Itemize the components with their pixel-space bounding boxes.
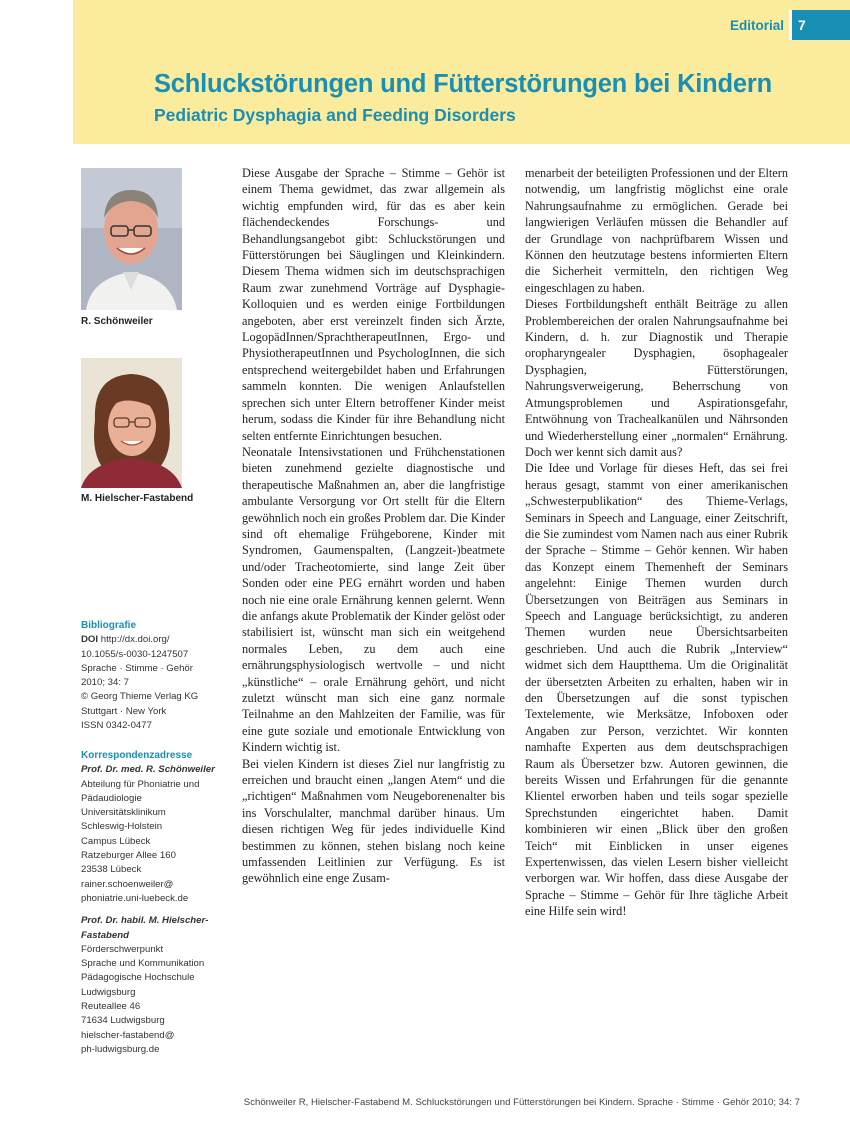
page-number: 7 (792, 10, 850, 40)
correspondence-heading: Korrespondenzadresse (81, 750, 193, 761)
correspondent-name: Prof. Dr. habil. M. Hielscher- (81, 915, 209, 927)
author-caption: M. Hielscher-Fastabend (81, 493, 194, 504)
body-column-1 (242, 165, 505, 887)
correspondence-address (81, 749, 231, 1057)
doi-label: DOI (81, 634, 99, 646)
address-line: Förderschwerpunkt (81, 943, 164, 955)
address-line: Abteilung für Phoniatrie und (81, 778, 200, 790)
bibliography-line: © Georg Thieme Verlag KG (81, 691, 199, 703)
address-line: Pädagogische Hochschule (81, 972, 195, 984)
bibliography-line: ISSN 0342-0477 (81, 720, 152, 732)
author-photo-schoenweiler (81, 168, 182, 310)
footer-citation: Schönweiler R, Hielscher-Fastabend M. Schluckstörungen und Fütterstörungen bei Kindern. Sprache · Stimme · Gehör 2010; 34: 7 (243, 1097, 800, 1108)
header-band (73, 0, 850, 144)
article-subtitle: Pediatric Dysphagia and Feeding Disorders (154, 105, 516, 125)
author-caption: R. Schönweiler (81, 316, 153, 327)
body-paragraph: Neonatale Intensivstationen und Frühchenstationen bieten zunehmend gezielte diagnostische und therapeutische Maßnahmen an, aber die langfristige ambulante Versorgung vor Ort stellt für die Eltern gewöhnlich noch ein großes Problem dar. Die Kinder sind oft ehemalige Frühgeborene, Kinder mit Syndromen, Gaumenspalten, (Langzeit-)beatmete und/oder Tracheotomierte, sind lange Zeit über Sonden oder eine PEG ernährt worden und haben noch nie eine orale Ernährung kennen gelernt. Wenn die anfangs akute Problematik der Kinder gelöst oder stabilisiert ist, wünscht man sich ein weitgehend normales Leben, zu dem auch eine ernährungsphysiologisch wertvolle – und nicht „künstliche“ – orale Ernährung gehört, und nicht zuletzt wünscht man sich eine ganz normale Teilnahme an den Mahlzeiten der Familie, was für eine gute soziale und emotionale Entwicklung von Kindern wichtig ist. (242, 444, 505, 755)
bibliography-line: Sprache · Stimme · Gehör (81, 662, 193, 674)
address-line: 71634 Ludwigsburg (81, 1015, 165, 1027)
correspondent-name: Fastabend (81, 929, 129, 941)
author-photo-hielscher-fastabend (81, 358, 182, 488)
body-paragraph: Diese Ausgabe der Sprache – Stimme – Gehör ist einem Thema gewidmet, das zwar allgemein als wichtig empfunden wird, für das es aber kein flächendeckendes Forschungs- und Behandlungsangebot gibt: Schluckstörungen und Fütterstörungen bei Säuglingen und Kleinkindern. Diesem Thema widmen sich im deutschsprachigen Raum zwar zunehmend Vorträge auf Dysphagie-Kolloquien und es werden einige Fortbildungen angeboten, aber erst vereinzelt finden sich Ärzte, LogopädInnen/SprachtherapeutInnen, Ergo- und PhysiotherapeutInnen und PsychologInnen, die sich entsprechend weitergebildet haben und Erfahrungen sammeln konnten. Die wenigen Anlaufstellen sprechen sich unter Eltern betroffener Kinder meist herum, sodass die Kinder für ihre Behandlung nicht selten entfernte Einrichtungen besuchen. (242, 166, 505, 443)
address-line: Schleswig-Holstein (81, 821, 163, 833)
address-line: 23538 Lübeck (81, 864, 142, 876)
email-line[interactable]: phoniatrie.uni-luebeck.de (81, 892, 189, 904)
doi-link[interactable]: http://dx.doi.org/ (100, 634, 170, 646)
email-line[interactable]: rainer.schoenweiler@ (81, 878, 174, 890)
doi-line (81, 633, 231, 647)
section-label: Editorial (729, 18, 784, 33)
bibliography-heading: Bibliografie (81, 620, 137, 631)
address-line: Campus Lübeck (81, 835, 151, 847)
correspondent-name: Prof. Dr. med. R. Schönweiler (81, 764, 215, 776)
email-line[interactable]: ph-ludwigsburg.de (81, 1043, 160, 1055)
article-title: Schluckstörungen und Fütterstörungen bei Kindern (154, 70, 773, 98)
address-line: Sprache und Kommunikation (81, 958, 205, 970)
body-paragraph: menarbeit der beteiligten Professionen und der Eltern notwendig, um langfristig möglichst eine orale Nahrungsaufnahme zu ermöglichen. Gerade bei langwierigen Verläufen müssen die Behandler auf der Grundlage von nachprüfbarem Wissen und Können den heutzutage bestens informierten Eltern die Sicherheit vermitteln, den richtigen Weg eingeschlagen zu haben. (525, 166, 788, 295)
address-line: Pädaudiologie (81, 792, 142, 804)
email-line[interactable]: hielscher-fastabend@ (81, 1029, 175, 1041)
body-paragraph: Bei vielen Kindern ist dieses Ziel nur langfristig zu erreichen und braucht einen „langen Atem“ und die „richtigen“ Maßnahmen vom Neugeborenenalter bis ins Vorschulalter, manchmal darüber hinaus. Um diesen richtigen Weg für jedes individuelle Kind bestimmen zu können, stehen bislang noch keine umfassenden Leitlinien zur Verfügung. Es ist gewöhnlich eine enge Zusam- (242, 756, 505, 886)
body-paragraph: Die Idee und Vorlage für dieses Heft, das sei frei heraus gesagt, stammt von einer amerikanischen „Schwesterpublikation“ des Thieme-Verlags, Seminars in Speech and Language, einer Zeitschrift, die Sie zumindest vom Namen nach aus einer Rubrik der Sprache – Stimme – Gehör kennen. Wir haben das Konzept einem Themenheft der Seminars angelehnt: Einige Themen wurden durch Übersetzungen von Beiträgen aus Seminars in Speech and Language berücksichtigt, zu anderen Themen wurden neue Übersichtsarbeiten geschrieben. Und auch die Rubrik „Interview“ widmet sich dem Hauptthema. Um die Originalität der übersetzten Arbeiten zu erhalten, haben wir in den Übersetzungen auf die sonst typischen Textelemente, wie Merksätze, Infoboxen oder Angaben zur Person, verzichtet. Wir konnten namhafte Experten aus dem deutschsprachigen Raum als Übersetzer bzw. Autoren gewinnen, die bereits Wissen und Erfahrungen für die genannte Klientel erworben haben und teils sogar spezielle Sprechstunden eingerichtet haben. Damit kombinieren wir einen „Blick über den großen Teich“ mit Einblicken in unser eigenes Expertenwissen, das vielen Lesern bisher vielleicht verborgen war. Wir hoffen, dass diese Ausgabe der Sprache – Stimme – Gehör für Ihre tägliche Arbeit eine Hilfe sein wird! (525, 461, 788, 919)
bibliography-line: 10.1055/s-0030-1247507 (81, 648, 189, 660)
address-line: Universitätsklinikum (81, 807, 166, 819)
body-column-2 (525, 165, 788, 920)
address-line: Ludwigsburg (81, 986, 136, 998)
address-line: Reuteallee 46 (81, 1001, 141, 1013)
body-paragraph: Dieses Fortbildungsheft enthält Beiträge zu allen Problembereichen der oralen Nahrungsaufnahme bei Kindern, d. h. zur Diagnostik und Therapie oropharyngealer Dysphagien, ösophagealer Dysphagien, Fütterstörungen, Nahrungsverweigerung, Beherrschung von Atmungsproblemen und Aspirationsgefahr, Entwöhnung von Trachealkanülen und Nährsonden und Wiederherstellung einer „normalen“ Ernährung. Doch wer kennt sich damit aus? (525, 297, 788, 459)
address-line: Ratzeburger Allee 160 (81, 850, 176, 862)
bibliography-line: Stuttgart · New York (81, 705, 167, 717)
bibliography (81, 619, 231, 733)
bibliography-line: 2010; 34: 7 (81, 677, 130, 689)
